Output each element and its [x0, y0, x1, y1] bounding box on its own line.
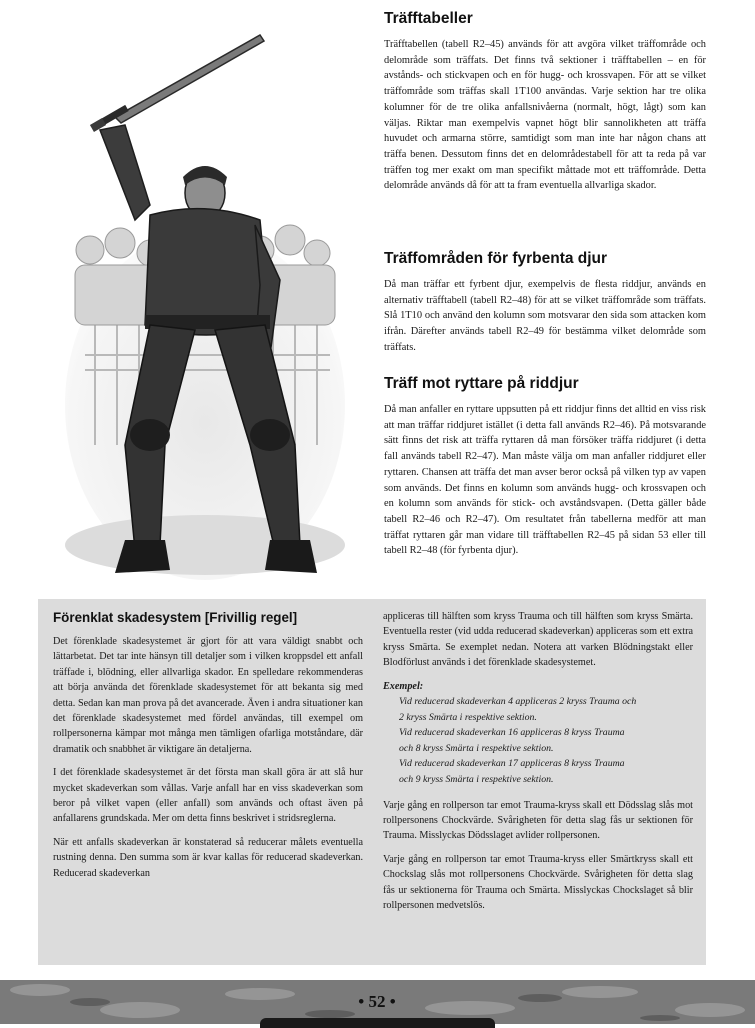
- section-body: Då man träffar ett fyrbent djur, exempelvis de flesta riddjur, används en alternativ träfftabell (tabell R2–48) för att se vilket träffområde som träffats. Slå 1T10 och använd den kolumn som motsvarar den sida som attacken kom ifrån. Därefter används tabell R2–49 för bestämma vilket delområde som träffats.: [384, 279, 706, 353]
- example-line: 2 kryss Smärta i respektive sektion.: [399, 711, 537, 723]
- section-heading: Träff mot ryttare på riddjur: [384, 375, 579, 392]
- sidebar-paragraph: Varje gång en rollperson tar emot Trauma-kryss skall ett Dödsslag slås mot rollpersonens Chockvärde. Svårigheten för detta slag fås ur sektionen för Trauma. Misslyckas Dödsslaget avlider rollpersonen.: [383, 799, 693, 842]
- section-fyrbenta-djur: [384, 250, 706, 356]
- section-ryttare: [384, 375, 706, 559]
- page-number: • 52 •: [358, 992, 396, 1011]
- section-body: Då man anfaller en ryttare uppsutten på ett riddjur finns det alltid en viss risk att man träffar riddjuret istället (i detta fall används R2–46). På motsvarande sätt finns det risk att träffa ryttaren då man försöker träffa riddjuret (i detta fall används tabell R2–47). Man måste välja om man anfaller riddjuret eller ryttaren. Chansen att träffa det man avser beror också på vilken typ av vapen som används. Det finns en kolumn som används hugg- och krossvapen och en kolumn som används för stick- och avståndsvapen. (Detta gäller både tabell R2–46 och R2–47). Om resultatet från tabellerna medför att man träffat ryttaren går man vidare till träfftabellen R2–45 på sidan 53 eller till tabell R2–48 (för fyrbenta djur).: [384, 404, 706, 557]
- warrior-illustration: [55, 25, 345, 585]
- sidebar-paragraph: När ett anfalls skadeverkan är konstaterad så reducerar målets eventuella rustning denna. Den summa som är kvar kallas för reducerad skadeverkan. Reducerad skadeverkan: [53, 836, 363, 879]
- example-label: Exempel:: [383, 680, 424, 692]
- example-line: och 9 kryss Smärta i respektive sektion.: [399, 774, 554, 785]
- sidebar-title: Förenklat skadesystem [Frivillig regel]: [53, 610, 298, 625]
- sidebar-paragraph: Varje gång en rollperson tar emot Trauma-kryss eller Smärtkryss skall ett Chockslag slås mot rollpersonens Chockvärde. Svårigheten för detta slag fås ur sektionerna för Trauma och Smärta. Misslyckas Chockslaget så blir rollpersonen medvetslös.: [383, 853, 693, 912]
- example-line: och 8 kryss Smärta i respektive sektion.: [399, 742, 554, 754]
- sidebar-paragraph: appliceras till hälften som kryss Trauma och till hälften som kryss Smärta. Eventuella rester (vid udda reducerad skadeverkan) appliceras som ett extra kryss Smärta. Se exemplet nedan. Notera att varken Blödningstakt eller Blodförlust används i det förenklade skadesystemet.: [383, 611, 693, 669]
- footer-tab: [260, 1018, 495, 1028]
- sidebar-right-column: [383, 609, 693, 921]
- section-body: Träfftabellen (tabell R2–45) används för att avgöra vilket träffområde och delområde som träffats. Det finns två sektioner i träfftabellen – en för avstånds- och stickvapen och en för hugg- och krossvapen. För att se vilket träffområde som träffas skall 1T100 användas. Varje sektion har tre olika kolumner för de tre olika anfallsnivåerna (normalt, högt, lågt) som kan väljas. Riktar man exempelvis vapnet högt blir sannolikheten att träffa huvudet och armarna större, samtidigt som man inte har någon chans att träffa benen. Dessutom finns det en delområdestabell för att ta reda på var träffen tog mer exakt om man specifikt måttade mot ett träffområde. Detta delområde används då för att ta fram eventuella allvarliga skador.: [384, 39, 706, 192]
- example-list: [383, 679, 693, 788]
- example-line: Vid reducerad skadeverkan 17 appliceras 8 kryss Trauma: [399, 758, 625, 770]
- section-heading: Träfftabeller: [384, 10, 473, 27]
- sidebar-left-column: [53, 610, 363, 889]
- sidebar-paragraph: I det förenklade skadesystemet är det första man skall göra är att slå hur mycket skadeverkan som vållas. Varje anfall har en viss skadeverkan som beror på vilket vapen (eller anfall) som används och oftast även på anfallarens grundskada. Mer om detta finns beskrivet i stridsreglerna.: [53, 767, 363, 825]
- example-line: Vid reducerad skadeverkan 4 appliceras 2 kryss Trauma och: [399, 696, 637, 708]
- sidebar-paragraph: Det förenklade skadesystemet är gjort för att vara väldigt snabbt och lättarbetat. Det tar inte hänsyn till detaljer som i vilken kroppsdel ett anfall träffade i, blödning, eller allvarliga skador. En spelledare rekommenderas att börja använda det förenklade skadesystemet för att bekanta sig med detta. Sedan kan man prova på det avancerade. Även i andra situationer kan det förenklade skadesystemet med fördel användas, till exempel om rollpersonerna kämpar mot många men tämligen ofarliga motståndare, där dramatik och snabbhet är viktigare än detaljerna.: [53, 636, 363, 755]
- example-line: Vid reducerad skadeverkan 16 appliceras 8 kryss Trauma: [399, 727, 625, 739]
- sidebar-box-forenklat-skadesystem: [38, 599, 706, 965]
- section-heading: Träffområden för fyrbenta djur: [384, 250, 608, 267]
- section-trafftabeller: [384, 10, 706, 194]
